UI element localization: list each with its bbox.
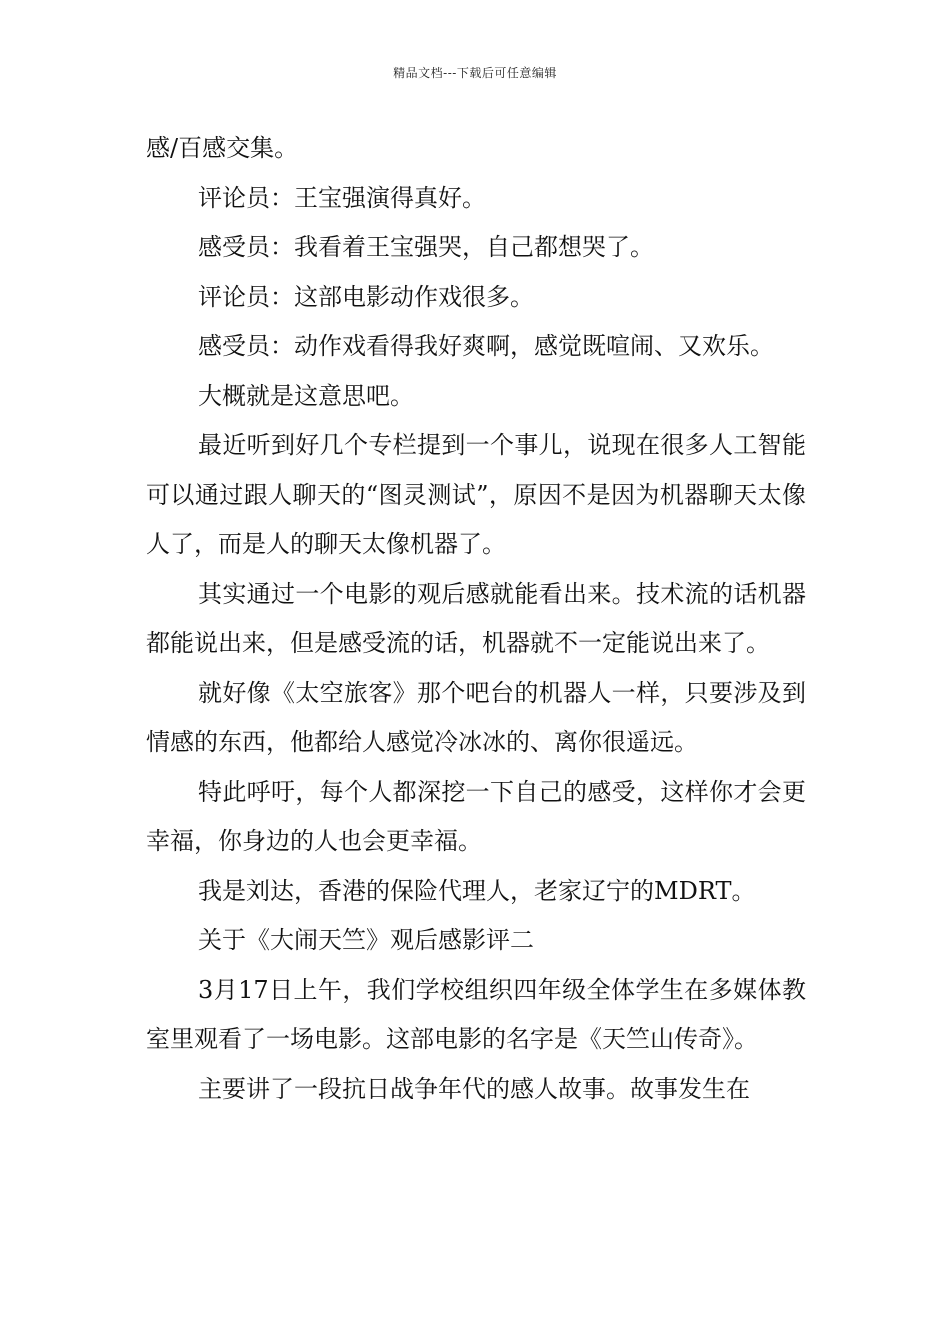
paragraph: 其实通过一个电影的观后感就能看出来。技术流的话机器都能说出来，但是感受流的话，机器就不一定能说出来了。 <box>146 579 806 657</box>
paragraph-dialogue: 感受员：我看着王宝强哭，自己都想哭了。 <box>198 233 654 261</box>
paragraph: 最近听到好几个专栏提到一个事儿，说现在很多人工智能可以通过跟人聊天的“图灵测试”，原因不是因为机器聊天太像人了，而是人的聊天太像机器了。 <box>146 431 806 558</box>
paragraph: 3月17日上午，我们学校组织四年级全体学生在多媒体教室里观看了一场电影。这部电影的名字是《天竺山传奇》。 <box>146 975 806 1053</box>
section-title: 关于《大闹天竺》观后感影评二 <box>198 926 534 954</box>
paragraph: 大概就是这意思吧。 <box>198 381 414 410</box>
paragraph: 就好像《太空旅客》那个吧台的机器人一样，只要涉及到情感的东西，他都给人感觉冷冰冰的、离你很遥远。 <box>146 678 806 756</box>
paragraph: 主要讲了一段抗日战争年代的感人故事。故事发生在 <box>198 1074 750 1103</box>
paragraph: 特此呼吁，每个人都深挖一下自己的感受，这样你才会更幸福，你身边的人也会更幸福。 <box>146 777 806 855</box>
document-body <box>146 124 806 1114</box>
paragraph-dialogue: 评论员：这部电影动作戏很多。 <box>198 282 534 311</box>
paragraph-dialogue: 感受员：动作戏看得我好爽啊，感觉既喧闹、又欢乐。 <box>198 332 774 360</box>
page-header: 精品文档---下载后可任意编辑 <box>393 66 557 80</box>
paragraph: 我是刘达，香港的保险代理人，老家辽宁的MDRT。 <box>198 876 756 905</box>
paragraph-continuation: 感/百感交集。 <box>146 134 299 162</box>
paragraph-dialogue: 评论员：王宝强演得真好。 <box>198 183 486 212</box>
